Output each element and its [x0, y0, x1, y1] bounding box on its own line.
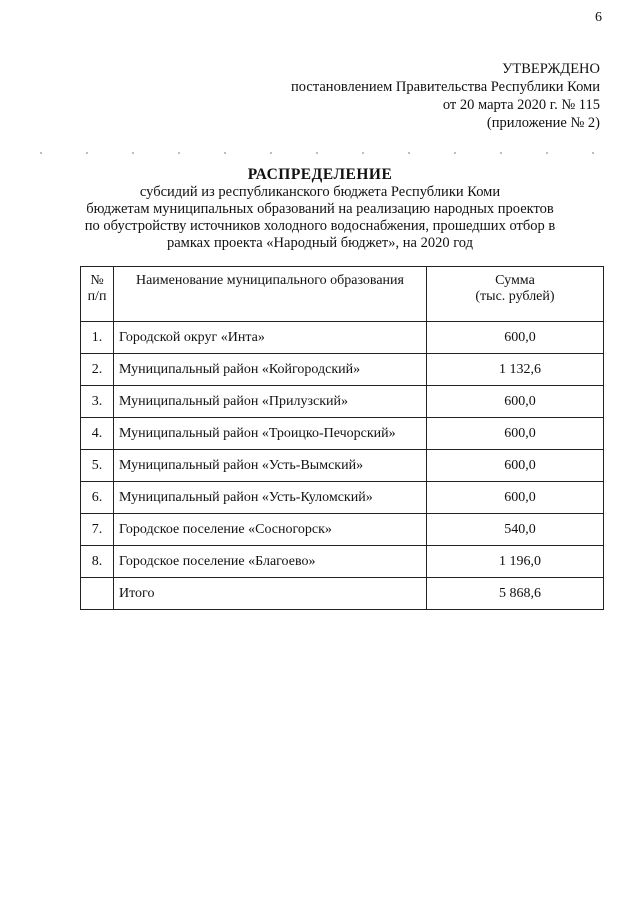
header-sum-unit: (тыс. рублей): [475, 289, 555, 304]
row-sum: 600,0: [426, 450, 603, 482]
table-total-row: [81, 578, 604, 610]
subsidies-table: [80, 266, 604, 610]
table-row: [81, 514, 604, 546]
row-name: Городское поселение «Благоево»: [114, 546, 427, 578]
heading-line-3: по обустройству источников холодного водоснабжения, прошедших отбор в: [84, 218, 556, 234]
heading-line-1: субсидий из республиканского бюджета Республики Коми: [139, 184, 501, 200]
row-name: Муниципальный район «Усть-Вымский»: [114, 450, 427, 482]
row-sum: 600,0: [426, 482, 603, 514]
table-row: [81, 354, 604, 386]
total-label: Итого: [114, 578, 427, 610]
approval-stamp: [291, 60, 600, 132]
row-name: Муниципальный район «Усть-Куломский»: [114, 482, 427, 514]
header-name-text: Наименование муниципального образования: [135, 273, 404, 288]
scan-artifact-dots: [18, 151, 618, 155]
header-sum-label: Сумма: [495, 273, 535, 288]
document-heading: [20, 165, 620, 252]
table-row: [81, 418, 604, 450]
header-sum: [426, 267, 603, 322]
row-name: Городское поселение «Сосногорск»: [114, 514, 427, 546]
approval-date: от 20 марта 2020 г. № 115: [442, 97, 600, 113]
row-sum: 540,0: [426, 514, 603, 546]
heading-line-4: рамках проекта «Народный бюджет», на 2020 год: [167, 235, 473, 251]
row-number: 8.: [81, 546, 114, 578]
header-number-symbol: №: [90, 273, 104, 288]
heading-line-2: бюджетам муниципальных образований на реализацию народных проектов: [86, 201, 554, 217]
row-sum: 600,0: [426, 418, 603, 450]
approval-title: УТВЕРЖДЕНО: [502, 61, 600, 77]
row-number: 7.: [81, 514, 114, 546]
row-number: 6.: [81, 482, 114, 514]
table-row: [81, 450, 604, 482]
row-name: Городской округ «Инта»: [114, 322, 427, 354]
approval-issuer: постановлением Правительства Республики Коми: [291, 79, 600, 95]
total-number-empty: [81, 578, 114, 610]
row-name: Муниципальный район «Койгородский»: [114, 354, 427, 386]
row-sum: 600,0: [426, 322, 603, 354]
row-number: 5.: [81, 450, 114, 482]
row-name: Муниципальный район «Прилузский»: [114, 386, 427, 418]
row-sum: 600,0: [426, 386, 603, 418]
table-row: [81, 322, 604, 354]
row-number: 4.: [81, 418, 114, 450]
table-row: [81, 482, 604, 514]
approval-appendix: (приложение № 2): [486, 115, 600, 131]
total-sum: 5 868,6: [426, 578, 603, 610]
table-row: [81, 386, 604, 418]
row-number: 2.: [81, 354, 114, 386]
row-name: Муниципальный район «Троицко-Печорский»: [114, 418, 427, 450]
table-header-row: [81, 267, 604, 322]
row-number: 1.: [81, 322, 114, 354]
header-number-abbr: п/п: [87, 289, 107, 304]
document-title: РАСПРЕДЕЛЕНИЕ: [247, 166, 393, 183]
page-number: 6: [595, 10, 602, 25]
row-sum: 1 132,6: [426, 354, 603, 386]
table-row: [81, 546, 604, 578]
header-name: [114, 267, 427, 322]
row-sum: 1 196,0: [426, 546, 603, 578]
header-number: [81, 267, 114, 322]
row-number: 3.: [81, 386, 114, 418]
